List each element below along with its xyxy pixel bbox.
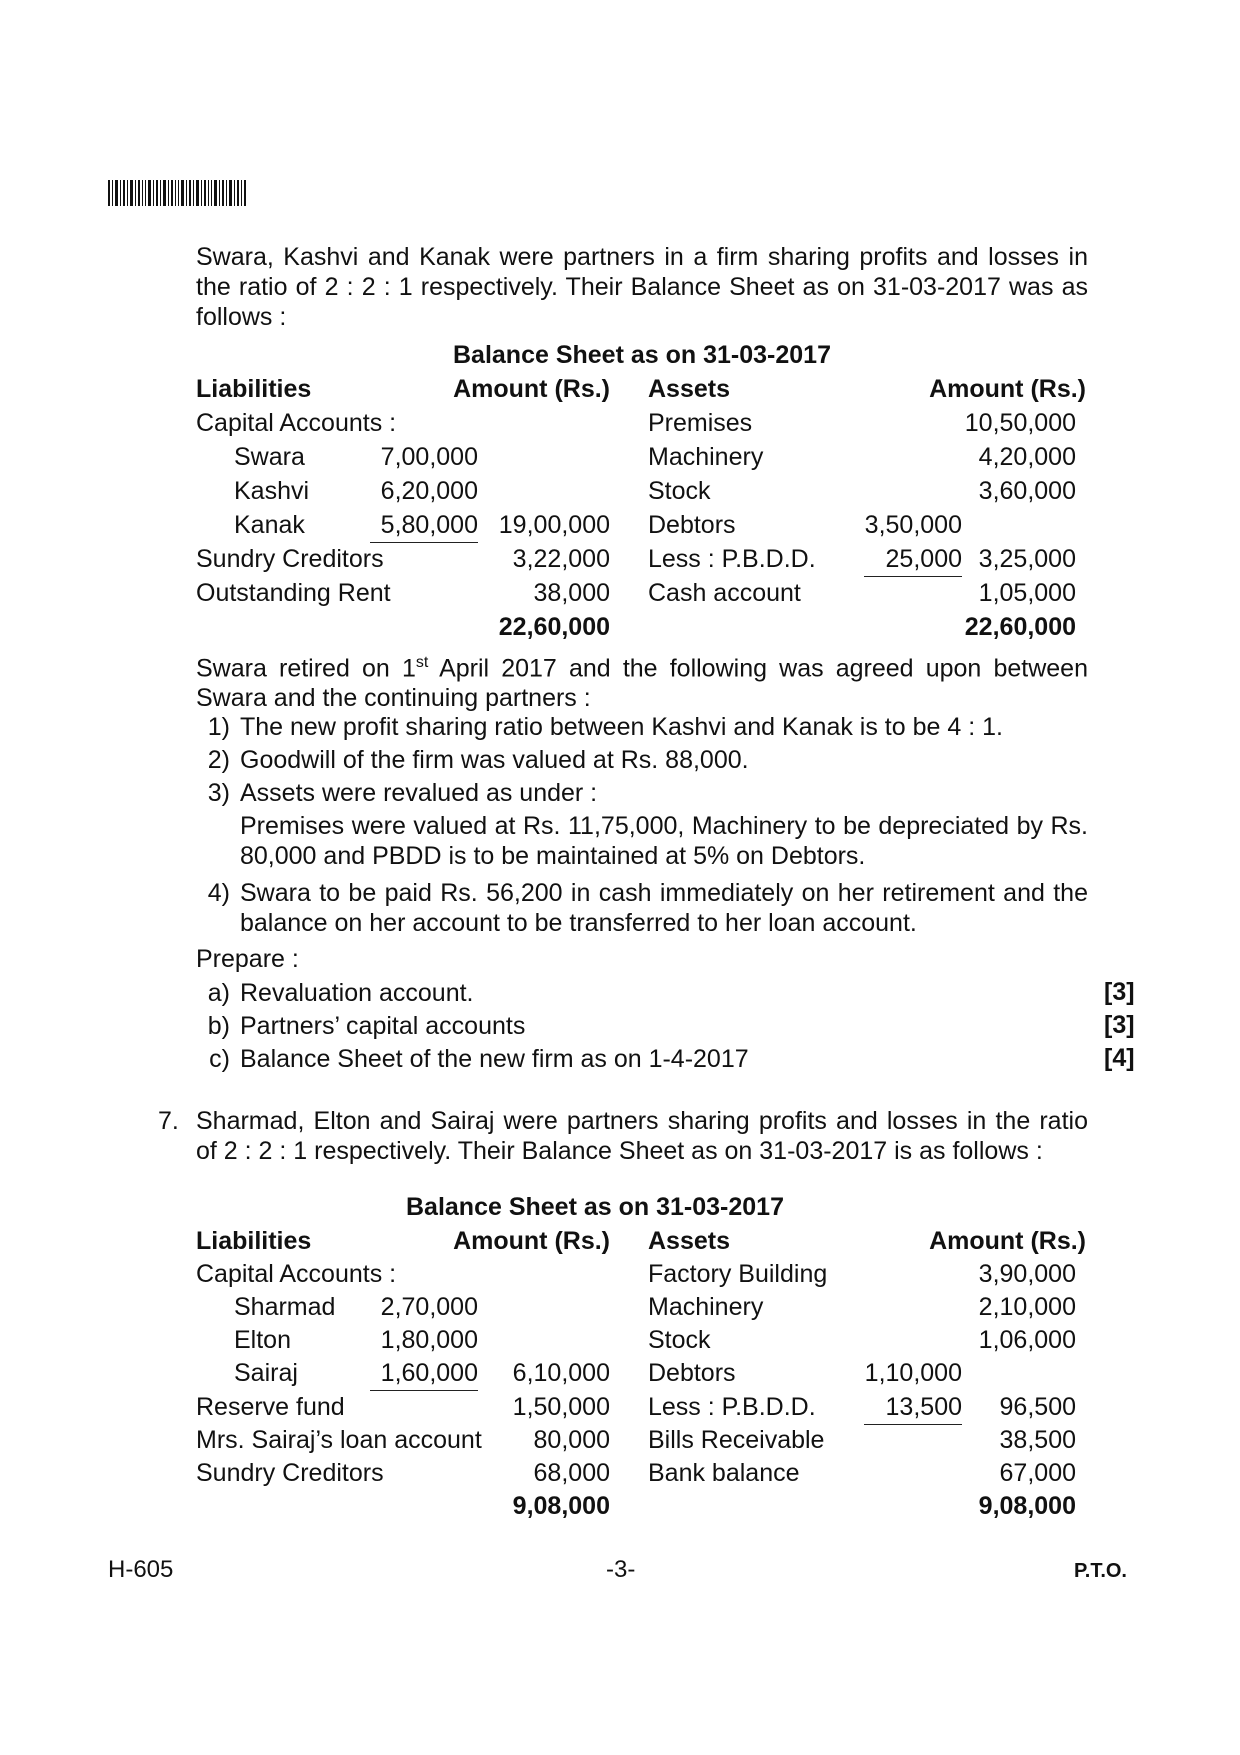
liabilities-amount-header: Amount (Rs.)	[453, 375, 610, 403]
partner-capital: 1,80,000	[380, 1326, 478, 1354]
liability-amount: 38,000	[533, 579, 610, 607]
ordinal-suffix: st	[415, 654, 429, 671]
list-item-text: Balance Sheet of the new firm as on 1-4-2017	[240, 1045, 749, 1073]
liability-amount: 68,000	[533, 1459, 610, 1487]
asset-label: Premises	[648, 409, 753, 437]
capital-total: 6,10,000	[512, 1359, 610, 1387]
liability-label: Mrs. Sairaj’s loan account	[196, 1426, 482, 1454]
debtors-label: Debtors	[648, 1359, 736, 1387]
list-item-number: 1)	[207, 713, 230, 741]
marks-badge: [3]	[1104, 1011, 1135, 1039]
retirement-text-end: April 2017 and the following was agreed upon between Swara and the continuing partners :	[196, 654, 1088, 713]
debtors-net-amount: 3,25,000	[978, 545, 1076, 573]
capital-accounts-label: Capital Accounts :	[196, 1260, 397, 1288]
assets-amount-header: Amount (Rs.)	[929, 375, 1086, 403]
liabilities-amount-header: Amount (Rs.)	[453, 1227, 610, 1255]
paper-code: H-605	[108, 1556, 174, 1583]
liability-amount: 1,50,000	[512, 1393, 610, 1421]
list-item-text: Assets were revalued as under :	[240, 779, 598, 807]
marks-badge: [3]	[1104, 978, 1135, 1006]
asset-amount: 4,20,000	[978, 443, 1076, 471]
liabilities-header: Liabilities	[196, 1227, 312, 1255]
list-item-number: a)	[207, 979, 230, 1007]
list-item-text: Premises were valued at Rs. 11,75,000, Machinery to be depreciated by Rs. 80,000 and PBDD is to be maintained at 5% on Debtors.	[240, 812, 1088, 870]
list-item-number: b)	[207, 1012, 230, 1040]
debtors-amount: 3,50,000	[864, 511, 962, 539]
liability-label: Sundry Creditors	[196, 1459, 384, 1487]
partner-name: Kanak	[234, 511, 305, 539]
partner-capital: 1,60,000	[370, 1358, 478, 1391]
partner-capital: 5,80,000	[370, 510, 478, 543]
assets-header: Assets	[648, 375, 730, 403]
list-item-text: Swara to be paid Rs. 56,200 in cash immediately on her retirement and the balance on her account to be transferred to her loan account.	[240, 879, 1088, 937]
barcode-icon	[108, 180, 248, 206]
assets-amount-header: Amount (Rs.)	[929, 1227, 1086, 1255]
asset-label: Stock	[648, 1326, 711, 1354]
liabilities-total: 9,08,000	[512, 1492, 610, 1520]
q7-balance-sheet-title: Balance Sheet as on 31-03-2017	[406, 1193, 784, 1221]
partner-capital: 2,70,000	[380, 1293, 478, 1321]
q6-balance-sheet-title: Balance Sheet as on 31-03-2017	[453, 341, 831, 369]
capital-accounts-label: Capital Accounts :	[196, 409, 397, 437]
liability-label: Outstanding Rent	[196, 579, 391, 607]
asset-label: Factory Building	[648, 1260, 828, 1288]
prepare-label: Prepare :	[196, 945, 299, 973]
asset-amount: 1,06,000	[978, 1326, 1076, 1354]
question-7-intro: Sharmad, Elton and Sairaj were partners sharing profits and losses in the ratio of 2 : 2 : 1 respectively. Their Balance Sheet as on 31-03-2017 is as follows :	[196, 1107, 1088, 1165]
partner-name: Sharmad	[234, 1293, 336, 1321]
asset-amount: 1,05,000	[978, 579, 1076, 607]
question-6-intro: Swara, Kashvi and Kanak were partners in a firm sharing profits and losses in the ratio of 2 : 2 : 1 respectively. Their Balance Sheet as on 31-03-2017 was as follows :	[196, 243, 1088, 331]
debtors-amount: 1,10,000	[864, 1359, 962, 1387]
pbdd-label: Less : P.B.D.D.	[648, 545, 816, 573]
asset-amount: 38,500	[999, 1426, 1076, 1454]
pto-label: P.T.O.	[1074, 1560, 1127, 1582]
debtors-net-amount: 96,500	[999, 1393, 1076, 1421]
list-item-number: 3)	[207, 779, 230, 807]
liability-amount: 80,000	[533, 1426, 610, 1454]
list-item-text: The new profit sharing ratio between Kashvi and Kanak is to be 4 : 1.	[240, 713, 1003, 741]
partner-capital: 7,00,000	[380, 443, 478, 471]
asset-amount: 2,10,000	[978, 1293, 1076, 1321]
retirement-text-start: Swara retired on 1	[196, 654, 416, 683]
capital-total: 19,00,000	[498, 511, 610, 539]
asset-amount: 10,50,000	[964, 409, 1076, 437]
asset-amount: 3,90,000	[978, 1260, 1076, 1288]
partner-name: Sairaj	[234, 1359, 298, 1387]
list-item-number: c)	[209, 1045, 230, 1073]
partner-name: Elton	[234, 1326, 291, 1354]
partner-capital: 6,20,000	[380, 477, 478, 505]
asset-amount: 3,60,000	[978, 477, 1076, 505]
page-number: -3-	[606, 1556, 636, 1583]
asset-amount: 67,000	[999, 1459, 1076, 1487]
liability-label: Reserve fund	[196, 1393, 345, 1421]
debtors-label: Debtors	[648, 511, 736, 539]
retirement-text	[196, 648, 1088, 713]
list-item-text: Revaluation account.	[240, 979, 474, 1007]
liabilities-header: Liabilities	[196, 375, 312, 403]
asset-label: Stock	[648, 477, 711, 505]
assets-total: 9,08,000	[978, 1492, 1076, 1520]
asset-label: Machinery	[648, 443, 764, 471]
asset-label: Machinery	[648, 1293, 764, 1321]
asset-label: Bank balance	[648, 1459, 800, 1487]
list-item-number: 4)	[207, 879, 230, 907]
assets-header: Assets	[648, 1227, 730, 1255]
liability-amount: 3,22,000	[512, 545, 610, 573]
list-item-text: Goodwill of the firm was valued at Rs. 88,000.	[240, 746, 749, 774]
question-number: 7.	[158, 1107, 179, 1135]
partner-name: Swara	[234, 443, 305, 471]
list-item-text: Partners’ capital accounts	[240, 1012, 526, 1040]
pbdd-amount: 13,500	[864, 1392, 962, 1425]
liability-label: Sundry Creditors	[196, 545, 384, 573]
asset-label: Cash account	[648, 579, 801, 607]
marks-badge: [4]	[1104, 1044, 1135, 1072]
list-item-number: 2)	[207, 746, 230, 774]
asset-label: Bills Receivable	[648, 1426, 825, 1454]
liabilities-total: 22,60,000	[498, 613, 610, 641]
partner-name: Kashvi	[234, 477, 310, 505]
pbdd-amount: 25,000	[864, 544, 962, 577]
pbdd-label: Less : P.B.D.D.	[648, 1393, 816, 1421]
assets-total: 22,60,000	[964, 613, 1076, 641]
